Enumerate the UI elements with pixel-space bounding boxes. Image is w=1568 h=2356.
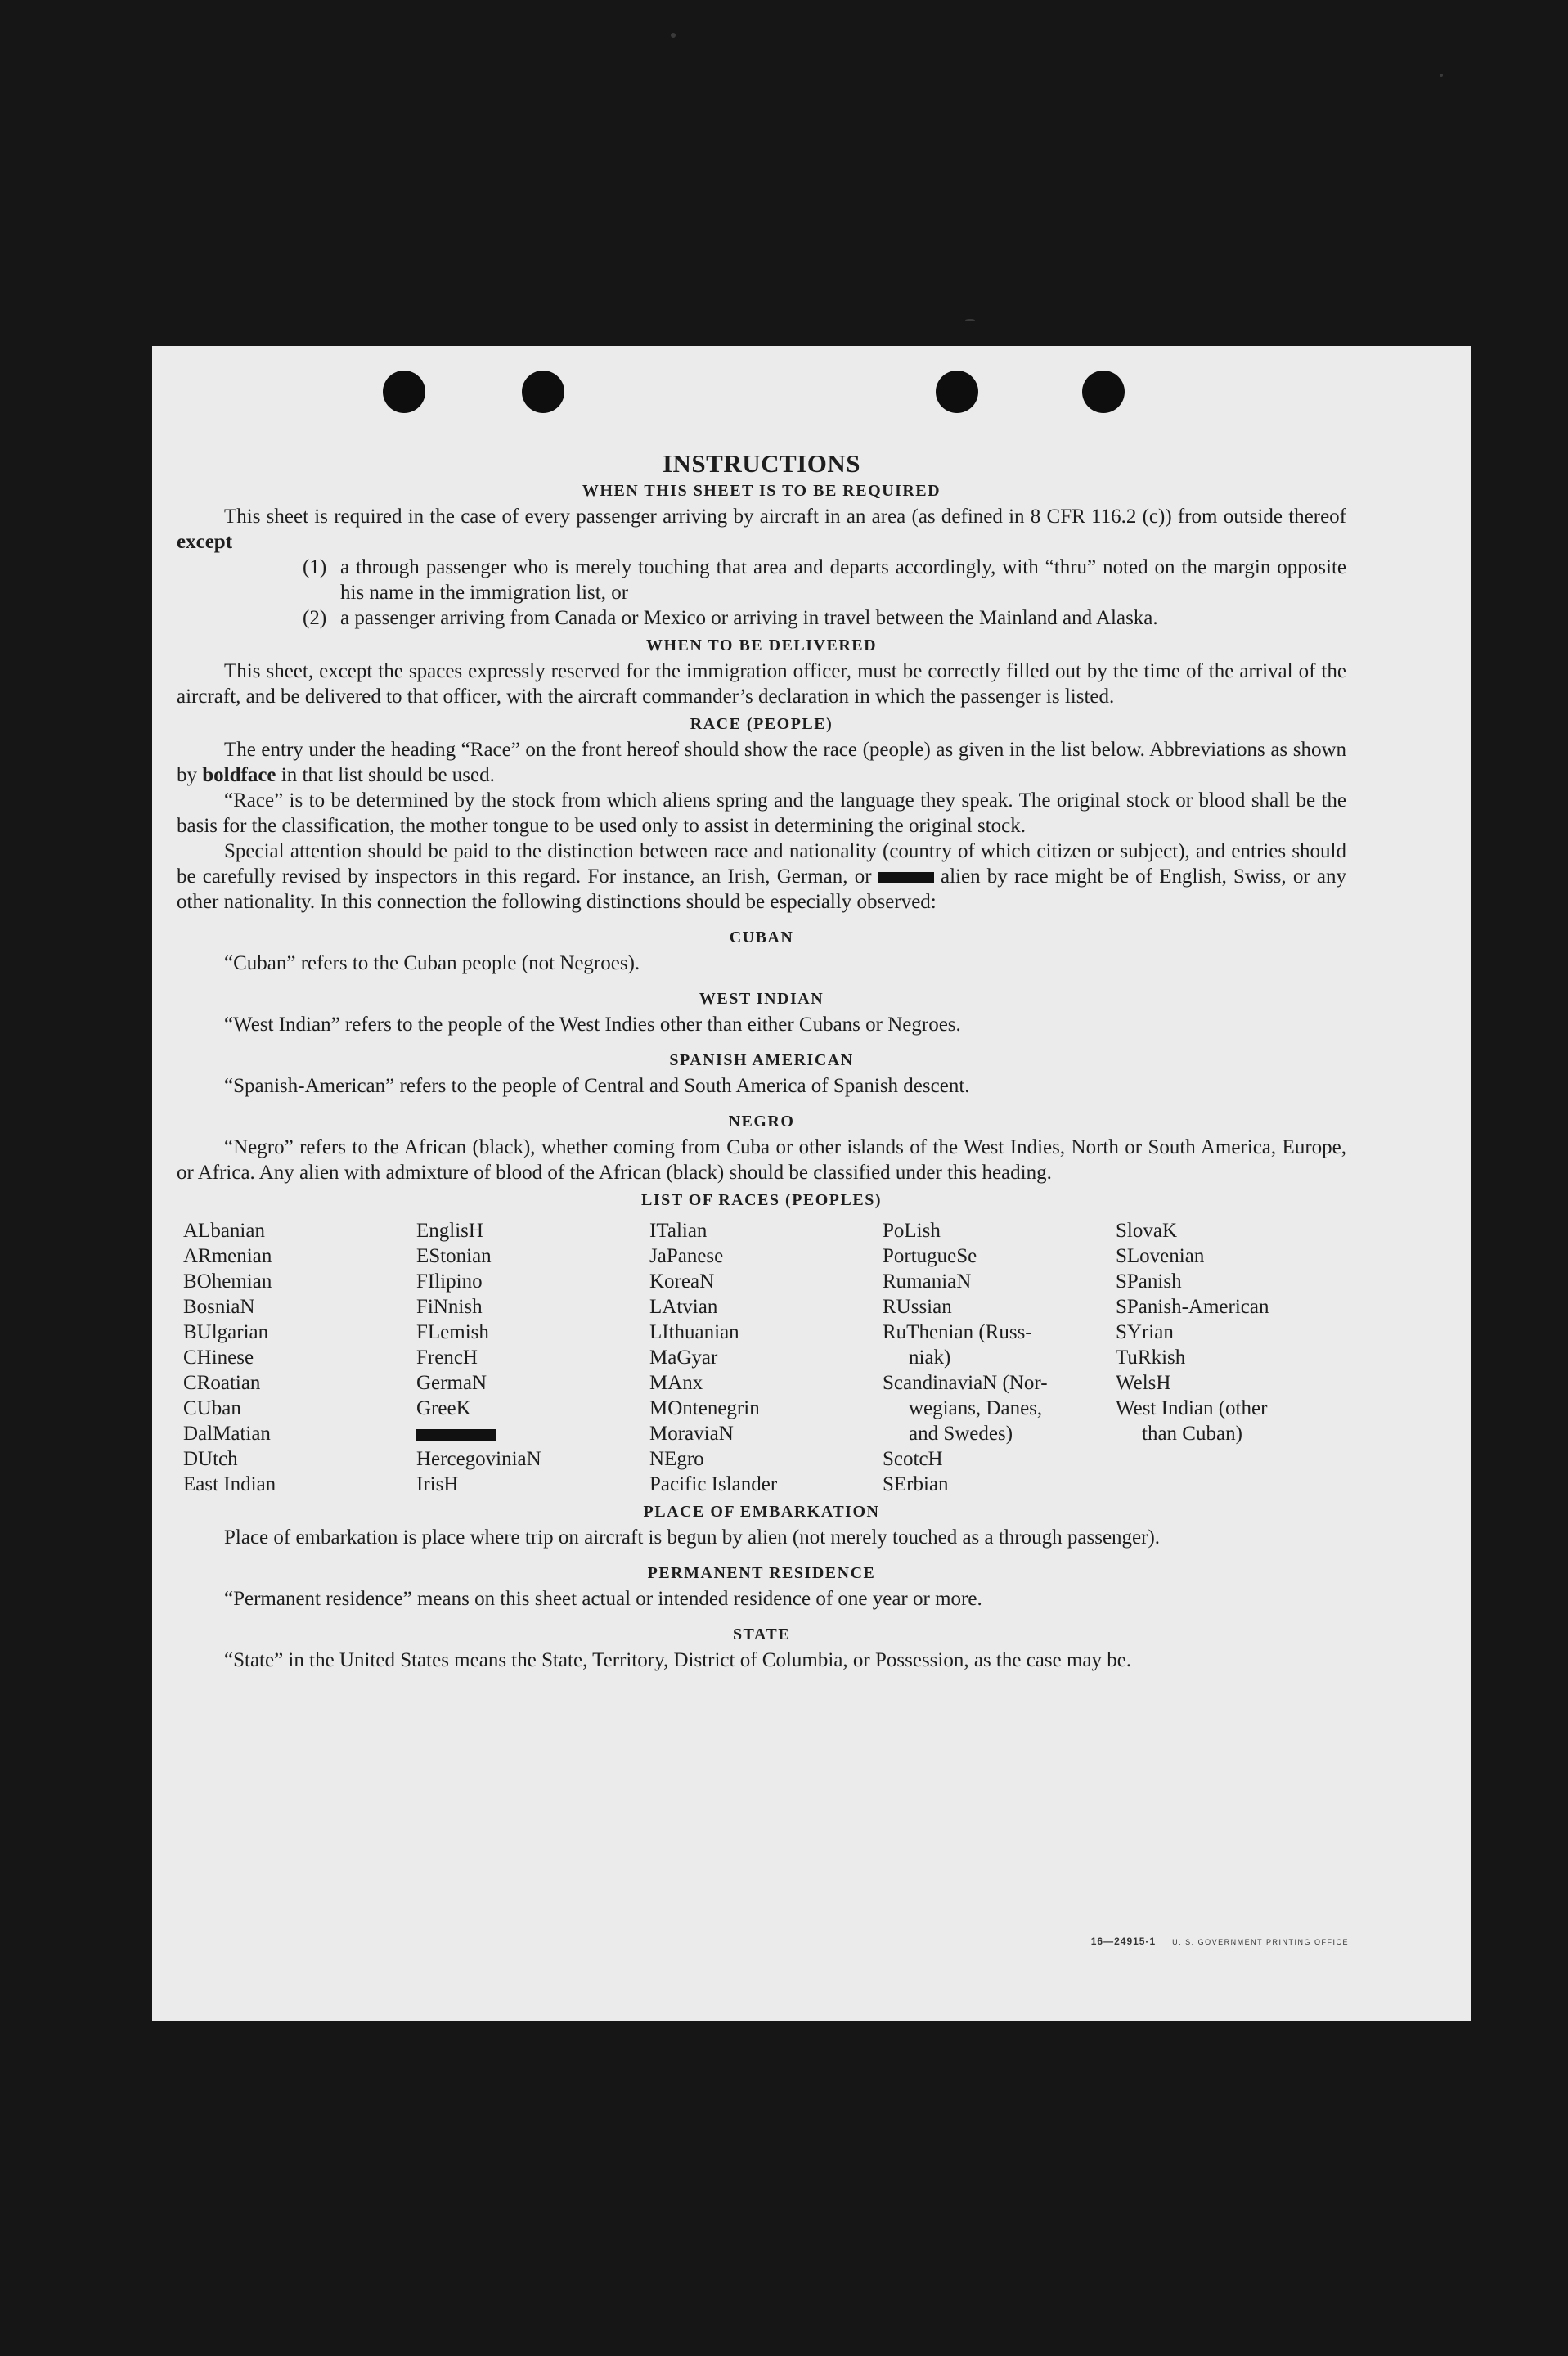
race-entry: SLovenian: [1116, 1245, 1205, 1267]
document-sheet: [152, 346, 1471, 2021]
west-indian-text: “West Indian” refers to the people of the West Indies other than either Cubans or Negroes.: [224, 1014, 961, 1036]
race-entry-redacted: [416, 1421, 647, 1446]
race-entry: ScotcH: [883, 1448, 943, 1470]
punch-hole: [936, 371, 978, 413]
list-item: (2) a passenger arriving from Canada or Mexico or arriving in travel between the Mainland and Alaska.: [303, 607, 1158, 629]
race-entry: GreeK: [416, 1397, 471, 1419]
race-entry: FIlipino: [416, 1270, 483, 1293]
state-text: “State” in the United States means the State, Territory, District of Columbia, or Possession, as the case may be.: [224, 1649, 1132, 1671]
race-entry: HercegoviniaN: [416, 1448, 541, 1470]
race-entry: CRoatian: [183, 1372, 261, 1394]
place-of-embarkation-text: Place of embarkation is place where trip on aircraft is begun by alien (not merely touched as a through passenger).: [224, 1526, 1161, 1549]
race-entry: West Indian (other: [1116, 1397, 1268, 1419]
heading-spanish-american: SPANISH AMERICAN: [669, 1051, 854, 1069]
race-entry: RumaniaN: [883, 1270, 972, 1293]
race-entry: FLemish: [416, 1321, 489, 1343]
race-entry: FiNnish: [416, 1296, 483, 1318]
race-entry: FrencH: [416, 1347, 478, 1369]
race-entry: EnglisH: [416, 1220, 483, 1242]
races-column: [183, 1218, 414, 1497]
race-entry: JaPanese: [649, 1245, 724, 1267]
race-entry: PortugueSe: [883, 1245, 977, 1267]
scan-speck: [671, 33, 676, 38]
heading-race: RACE (PEOPLE): [690, 715, 833, 733]
race-entry: SPanish: [1116, 1270, 1182, 1293]
race-entry: wegians, Danes,: [909, 1397, 1043, 1419]
race-entry: than Cuban): [1142, 1423, 1242, 1445]
race-entry: DUtch: [183, 1448, 238, 1470]
races-column: [416, 1218, 647, 1497]
spanish-american-text: “Spanish-American” refers to the people of Central and South America of Spanish descent.: [224, 1075, 970, 1097]
race-entry: SErbian: [883, 1473, 949, 1495]
heading-when-delivered: WHEN TO BE DELIVERED: [645, 636, 878, 654]
heading-west-indian: WEST INDIAN: [699, 990, 824, 1008]
form-number: 16—24915-1: [1090, 1936, 1157, 1947]
cuban-text: “Cuban” refers to the Cuban people (not Negroes).: [224, 952, 640, 974]
race-entry: ARmenian: [183, 1245, 272, 1267]
race-entry: MoraviaN: [649, 1423, 734, 1445]
race-entry: PoLish: [883, 1220, 941, 1242]
heading-state: STATE: [732, 1625, 791, 1643]
race-entry: East Indian: [183, 1473, 276, 1495]
negro-text: “Negro” refers to the African (black), whether coming from Cuba or other islands of the West Indies, North or South America, Europe, or Africa. Any alien with admixture of blood of the African (black) should be classified under this heading.: [177, 1136, 1346, 1184]
race-entry: SYrian: [1116, 1321, 1174, 1343]
race-entry: DalMatian: [183, 1423, 271, 1445]
when-delivered-text: This sheet, except the spaces expressly reserved for the immigration officer, must be correctly filled out by the time of the arrival of the aircraft, and be delivered to that officer, with the aircraft commander’s declaration in which the passenger is listed.: [177, 660, 1346, 708]
heading-permanent-residence: PERMANENT RESIDENCE: [647, 1564, 876, 1582]
race-entry: BUlgarian: [183, 1321, 269, 1343]
race-entry: KoreaN: [649, 1270, 715, 1293]
race-entry: Pacific Islander: [649, 1473, 778, 1495]
scan-speck: [1440, 74, 1443, 77]
race-paragraph-1: The entry under the heading “Race” on the front hereof should show the race (people) as given in the list below. Abbreviations as shown by boldface in that list should be used.: [177, 739, 1346, 786]
race-entry: MaGyar: [649, 1347, 718, 1369]
race-entry: RUssian: [883, 1296, 952, 1318]
race-entry: WelsH: [1116, 1372, 1171, 1394]
race-entry: LAtvian: [649, 1296, 718, 1318]
heading-place-of-embarkation: PLACE OF EMBARKATION: [643, 1503, 880, 1521]
race-entry: and Swedes): [909, 1423, 1013, 1445]
race-entry: CUban: [183, 1397, 241, 1419]
race-entry: RuThenian (Russ-: [883, 1321, 1032, 1343]
race-entry: IrisH: [416, 1473, 459, 1495]
races-column: [649, 1218, 880, 1497]
races-column: [1116, 1218, 1346, 1497]
race-entry: BosniaN: [183, 1296, 255, 1318]
race-entry: niak): [909, 1347, 951, 1369]
race-entry: MOntenegrin: [649, 1397, 760, 1419]
race-entry: NEgro: [649, 1448, 704, 1470]
list-item: (1) a through passenger who is merely touching that area and departs accordingly, with “thru” noted on the margin opposite his name in the immigration list, or: [303, 556, 1346, 604]
race-paragraph-2: “Race” is to be determined by the stock from which aliens spring and the language they speak. The original stock or blood shall be the basis for the classification, the mother tongue to be used only to assist in determining the original stock.: [177, 789, 1346, 837]
race-entry: EStonian: [416, 1245, 492, 1267]
race-entry: SlovaK: [1116, 1220, 1177, 1242]
printer-imprint: U. S. GOVERNMENT PRINTING OFFICE: [1172, 1938, 1349, 1946]
punch-hole: [522, 371, 564, 413]
race-entry: ALbanian: [183, 1220, 265, 1242]
heading-when-required: WHEN THIS SHEET IS TO BE REQUIRED: [582, 482, 941, 500]
race-paragraph-3: Special attention should be paid to the distinction between race and nationality (country of which citizen or subject), and entries should be carefully revised by inspectors in this regard. For instance, an Irish, German, or alien by race might be of English, Swiss, or any other nationality. In this connection the following distinctions should be especially observed:: [177, 840, 1347, 913]
races-column: [883, 1218, 1113, 1497]
race-entry: BOhemian: [183, 1270, 272, 1293]
instructions-content: [177, 451, 1346, 1673]
race-entry: LIthuanian: [649, 1321, 739, 1343]
redaction-mark: [416, 1429, 496, 1441]
race-entry: GermaN: [416, 1372, 487, 1394]
race-entry: TuRkish: [1116, 1347, 1186, 1369]
heading-cuban: CUBAN: [729, 928, 794, 946]
race-entry: SPanish-American: [1116, 1296, 1269, 1318]
redaction-mark: [878, 872, 934, 884]
races-list: [183, 1218, 1346, 1497]
scan-speck: [965, 319, 975, 321]
race-entry: MAnx: [649, 1372, 703, 1394]
page-title: INSTRUCTIONS: [662, 449, 860, 478]
when-required-intro: This sheet is required in the case of every passenger arriving by aircraft in an area (as defined in 8 CFR 116.2 (c)) from outside thereof except: [177, 506, 1346, 553]
race-entry: ScandinaviaN (Nor-: [883, 1372, 1048, 1394]
heading-list-of-races: LIST OF RACES (PEOPLES): [640, 1191, 882, 1209]
punch-hole: [383, 371, 425, 413]
race-entry: CHinese: [183, 1347, 254, 1369]
race-entry: ITalian: [649, 1220, 708, 1242]
form-footer: [1091, 1936, 1349, 1947]
punch-hole: [1082, 371, 1125, 413]
permanent-residence-text: “Permanent residence” means on this sheet actual or intended residence of one year or more.: [224, 1588, 982, 1610]
heading-negro: NEGRO: [728, 1113, 795, 1131]
